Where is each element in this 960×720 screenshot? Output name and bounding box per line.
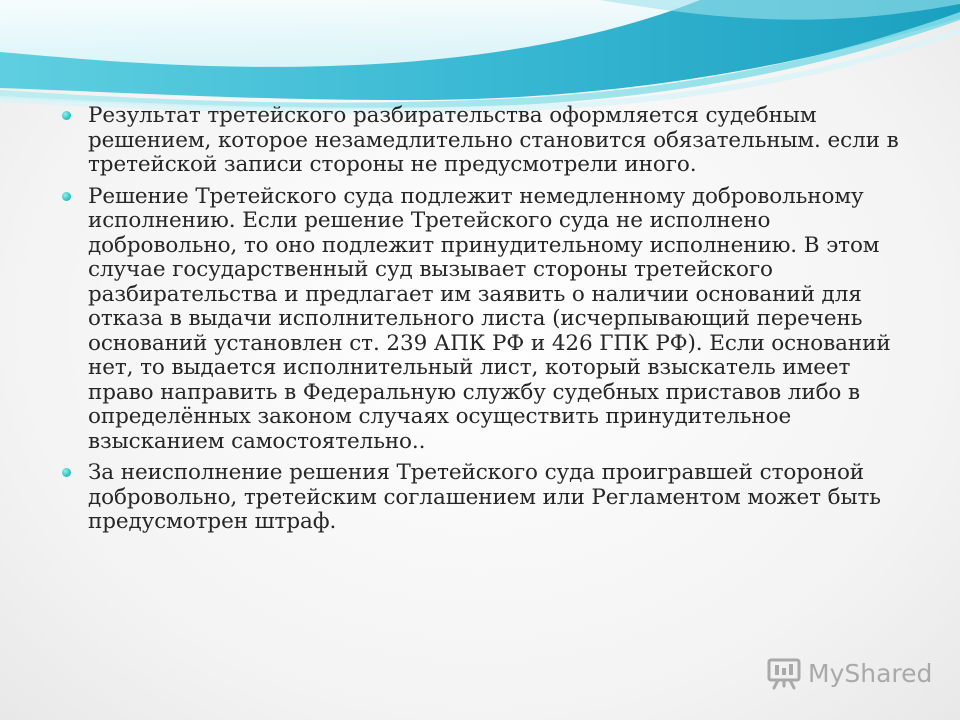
bullet-dot-icon	[62, 468, 71, 477]
bullet-list	[62, 104, 907, 535]
bullet-dot-icon	[62, 192, 71, 201]
bullet-item	[62, 185, 907, 455]
bullet-item	[62, 461, 907, 535]
myshared-watermark	[766, 656, 932, 690]
bullet-item	[62, 104, 907, 178]
bullet-text: За неисполнение решения Третейского суда проигравшей стороной добровольно, третейским соглашением или Регламентом может быть предусмотрен штраф.	[88, 460, 881, 534]
bullet-dot-icon	[62, 111, 71, 120]
watermark-text: MyShared	[808, 658, 933, 688]
bullet-text: Результат третейского разбирательства оформляется судебным решением, которое незамедлительно становится обязательным. если в третейской записи стороны не предусмотрели иного.	[88, 103, 899, 177]
presentation-board-icon	[766, 656, 802, 690]
slide-content	[62, 104, 907, 542]
bullet-text: Решение Третейского суда подлежит немедленному добровольному исполнению. Если решение Третейского суда не исполнено добровольно, то оно подлежит принудительному исполнению. В этом случае государственный суд вызывает стороны третейского разбирательства и предлагает им заявить о наличии оснований для отказа в выдачи исполнительного листа (исчерпывающий перечень оснований установлен ст. 239 АПК РФ и 426 ГПК РФ). Если оснований нет, то выдается исполнительный лист, который взыскатель имеет право направить в Федеральную службу судебных приставов либо в определённых законом случаях осуществить принудительное взысканием самостоятельно..	[88, 183, 891, 454]
